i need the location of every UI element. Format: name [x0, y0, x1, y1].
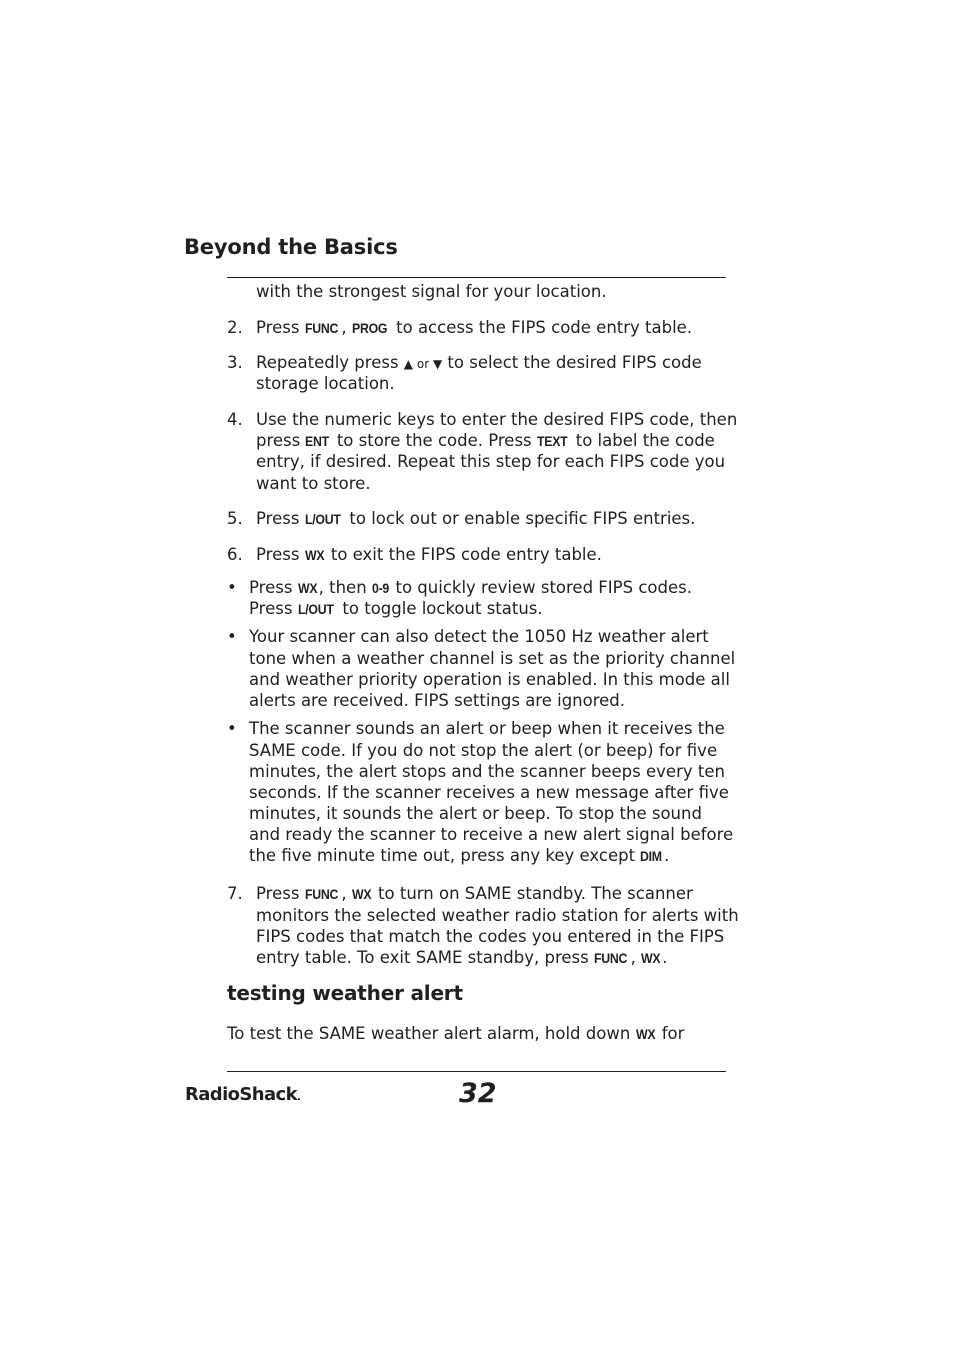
continuation-line: with the strongest signal for your location. — [256, 282, 607, 301]
step-7-line-1: Press FUNC , WX to turn on SAME standby. The scanner — [256, 883, 693, 905]
step-number: 4. — [227, 410, 243, 429]
bullet-3-line-4: seconds. If the scanner receives a new message after five — [249, 783, 729, 802]
step-4-line-1: Use the numeric keys to enter the desired FIPS code, then — [256, 410, 738, 429]
step-3: Repeatedly press ▲ or ▼ to select the desired FIPS code — [256, 353, 702, 372]
step-3-line-2: storage location. — [256, 374, 395, 393]
key-label: DIM — [640, 848, 663, 864]
brand-logo: RadioShack. — [185, 1084, 301, 1105]
key-label: WX — [351, 886, 372, 902]
bullet-1-line-1: Press WX, then 0-9 to quickly review stored FIPS codes. — [249, 577, 692, 599]
key-label: L/OUT — [304, 511, 341, 527]
bullet-3-line-3: minutes, the alert stops and the scanner beeps every ten — [249, 762, 725, 781]
step-2: Press FUNC , PROG to access the FIPS code entry table. — [256, 317, 692, 339]
step-number: 6. — [227, 545, 243, 564]
up-arrow-icon: ▲ — [403, 357, 414, 371]
bullet-marker: • — [227, 578, 237, 597]
bottom-divider — [227, 1071, 726, 1072]
step-number: 3. — [227, 353, 243, 372]
bullet-2-line-2: tone when a weather channel is set as the priority channel — [249, 649, 736, 668]
bullet-2-line-3: and weather priority operation is enabled. In this mode all — [249, 670, 730, 689]
step-number: 7. — [227, 884, 243, 903]
top-divider — [227, 277, 726, 278]
bullet-3-line-7: the five minute time out, press any key except DIM . — [249, 845, 669, 867]
key-label: TEXT — [536, 433, 568, 449]
bullet-2-line-4: alerts are received. FIPS settings are ignored. — [249, 691, 626, 710]
bullet-marker: • — [227, 719, 237, 738]
step-4-line-4: want to store. — [256, 474, 371, 493]
step-4-line-3: entry, if desired. Repeat this step for each FIPS code you — [256, 452, 726, 471]
key-label: WX — [304, 547, 324, 563]
page-number: 32 — [459, 1078, 497, 1109]
testing-paragraph: To test the SAME weather alert alarm, hold down WX for — [227, 1023, 684, 1045]
subsection-title: testing weather alert — [227, 981, 463, 1005]
bullet-3-line-5: minutes, it sounds the alert or beep. To stop the sound — [249, 804, 702, 823]
bullet-1-line-2: Press L/OUT to toggle lockout status. — [249, 598, 543, 620]
key-label: WX — [297, 580, 317, 596]
step-7-line-3: FIPS codes that match the codes you entered in the FIPS — [256, 927, 725, 946]
bullet-marker: • — [227, 627, 237, 646]
step-7-line-2: monitors the selected weather radio station for alerts with — [256, 906, 739, 925]
bullet-3-line-1: The scanner sounds an alert or beep when it receives the — [249, 719, 725, 738]
step-6: Press WX to exit the FIPS code entry table. — [256, 544, 602, 566]
step-7-line-4: entry table. To exit SAME standby, press FUNC , WX. — [256, 947, 667, 969]
key-label: WX — [641, 950, 661, 966]
step-number: 2. — [227, 318, 243, 337]
key-label: FUNC — [593, 950, 628, 966]
bullet-3-line-2: SAME code. If you do not stop the alert (or beep) for five — [249, 741, 718, 760]
step-4-line-2: press ENT to store the code. Press TEXT to label the code — [256, 430, 715, 452]
section-title: Beyond the Basics — [184, 235, 398, 259]
key-label: FUNC — [304, 320, 338, 336]
key-label: WX — [635, 1026, 655, 1042]
step-5: Press L/OUT to lock out or enable specific FIPS entries. — [256, 508, 695, 530]
key-label: ENT — [305, 433, 330, 449]
bullet-2-line-1: Your scanner can also detect the 1050 Hz weather alert — [249, 627, 709, 646]
bullet-3-line-6: and ready the scanner to receive a new alert signal before — [249, 825, 734, 844]
key-label: FUNC — [304, 886, 338, 902]
down-arrow-icon: ▼ — [432, 357, 443, 371]
step-number: 5. — [227, 509, 243, 528]
key-label: L/OUT — [297, 601, 334, 617]
key-label: 0-9 — [371, 580, 389, 596]
key-label: PROG — [351, 320, 388, 336]
